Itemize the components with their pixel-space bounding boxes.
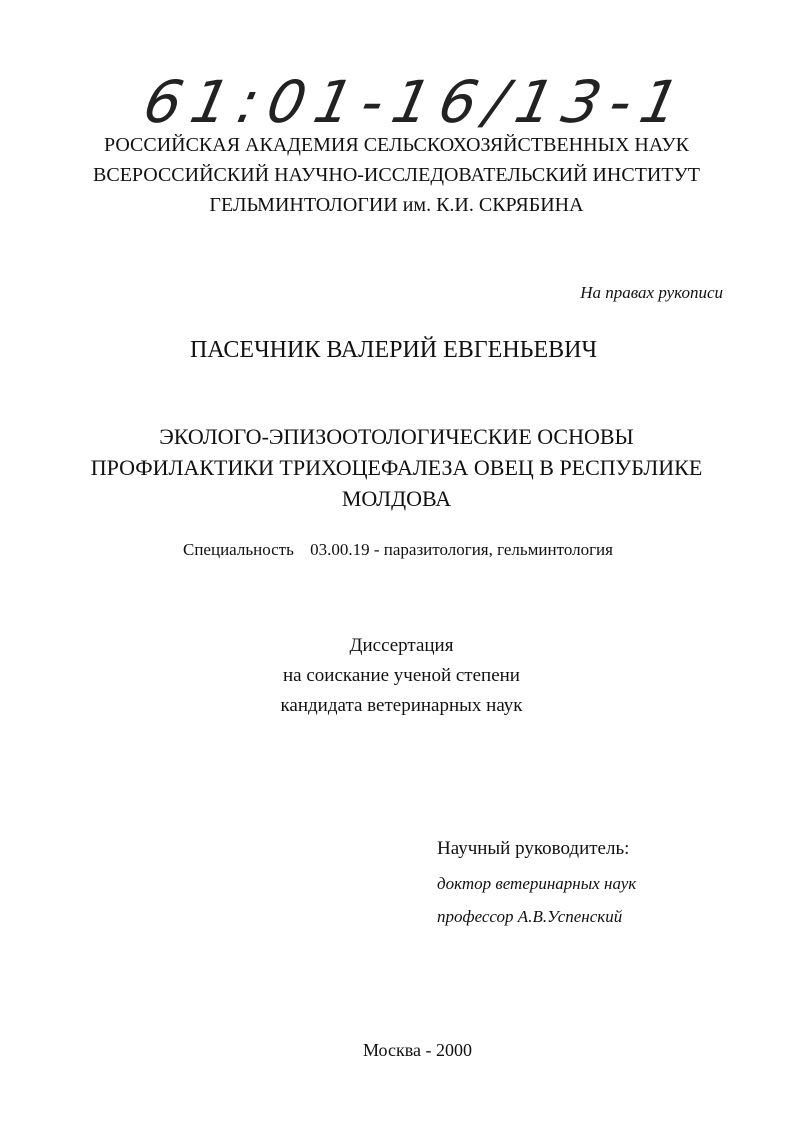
rights-note: На правах рукописи: [580, 283, 723, 302]
dissertation-field: кандидата ветеринарных наук: [280, 695, 523, 716]
specialty-label: Специальность: [183, 540, 294, 559]
title-line-1: ЭКОЛОГО-ЭПИЗООТОЛОГИЧЕСКИЕ ОСНОВЫ: [159, 424, 634, 449]
specialty-value: 03.00.19 - паразитология, гельминтология: [310, 540, 613, 559]
header-institute: ВСЕРОССИЙСКИЙ НАУЧНО-ИССЛЕДОВАТЕЛЬСКИЙ ИНСТИТУТ: [93, 164, 700, 186]
supervisor-name: профессор А.В.Успенский: [437, 907, 623, 926]
header-institute-name: ГЕЛЬМИНТОЛОГИИ им. К.И. СКРЯБИНА: [209, 194, 584, 216]
supervisor-degree: доктор ветеринарных наук: [437, 874, 637, 893]
dissertation-degree: на соискание ученой степени: [283, 665, 520, 686]
city-year: Москва - 2000: [363, 1040, 472, 1060]
specialty: [183, 540, 613, 560]
author-name: ПАСЕЧНИК ВАЛЕРИЙ ЕВГЕНЬЕВИЧ: [189, 337, 598, 363]
dissertation-type: Диссертация: [349, 635, 454, 656]
supervisor-label: Научный руководитель:: [437, 838, 630, 859]
title-line-3: МОЛДОВА: [341, 486, 452, 511]
title-line-2: ПРОФИЛАКТИКИ ТРИХОЦЕФАЛЕЗА ОВЕЦ В РЕСПУБЛИКЕ: [90, 455, 703, 480]
header-academy: РОССИЙСКАЯ АКАДЕМИЯ СЕЛЬСКОХОЗЯЙСТВЕННЫХ НАУК: [103, 134, 690, 156]
handwritten-archive-code: 61:01-16/13-1: [137, 68, 696, 136]
